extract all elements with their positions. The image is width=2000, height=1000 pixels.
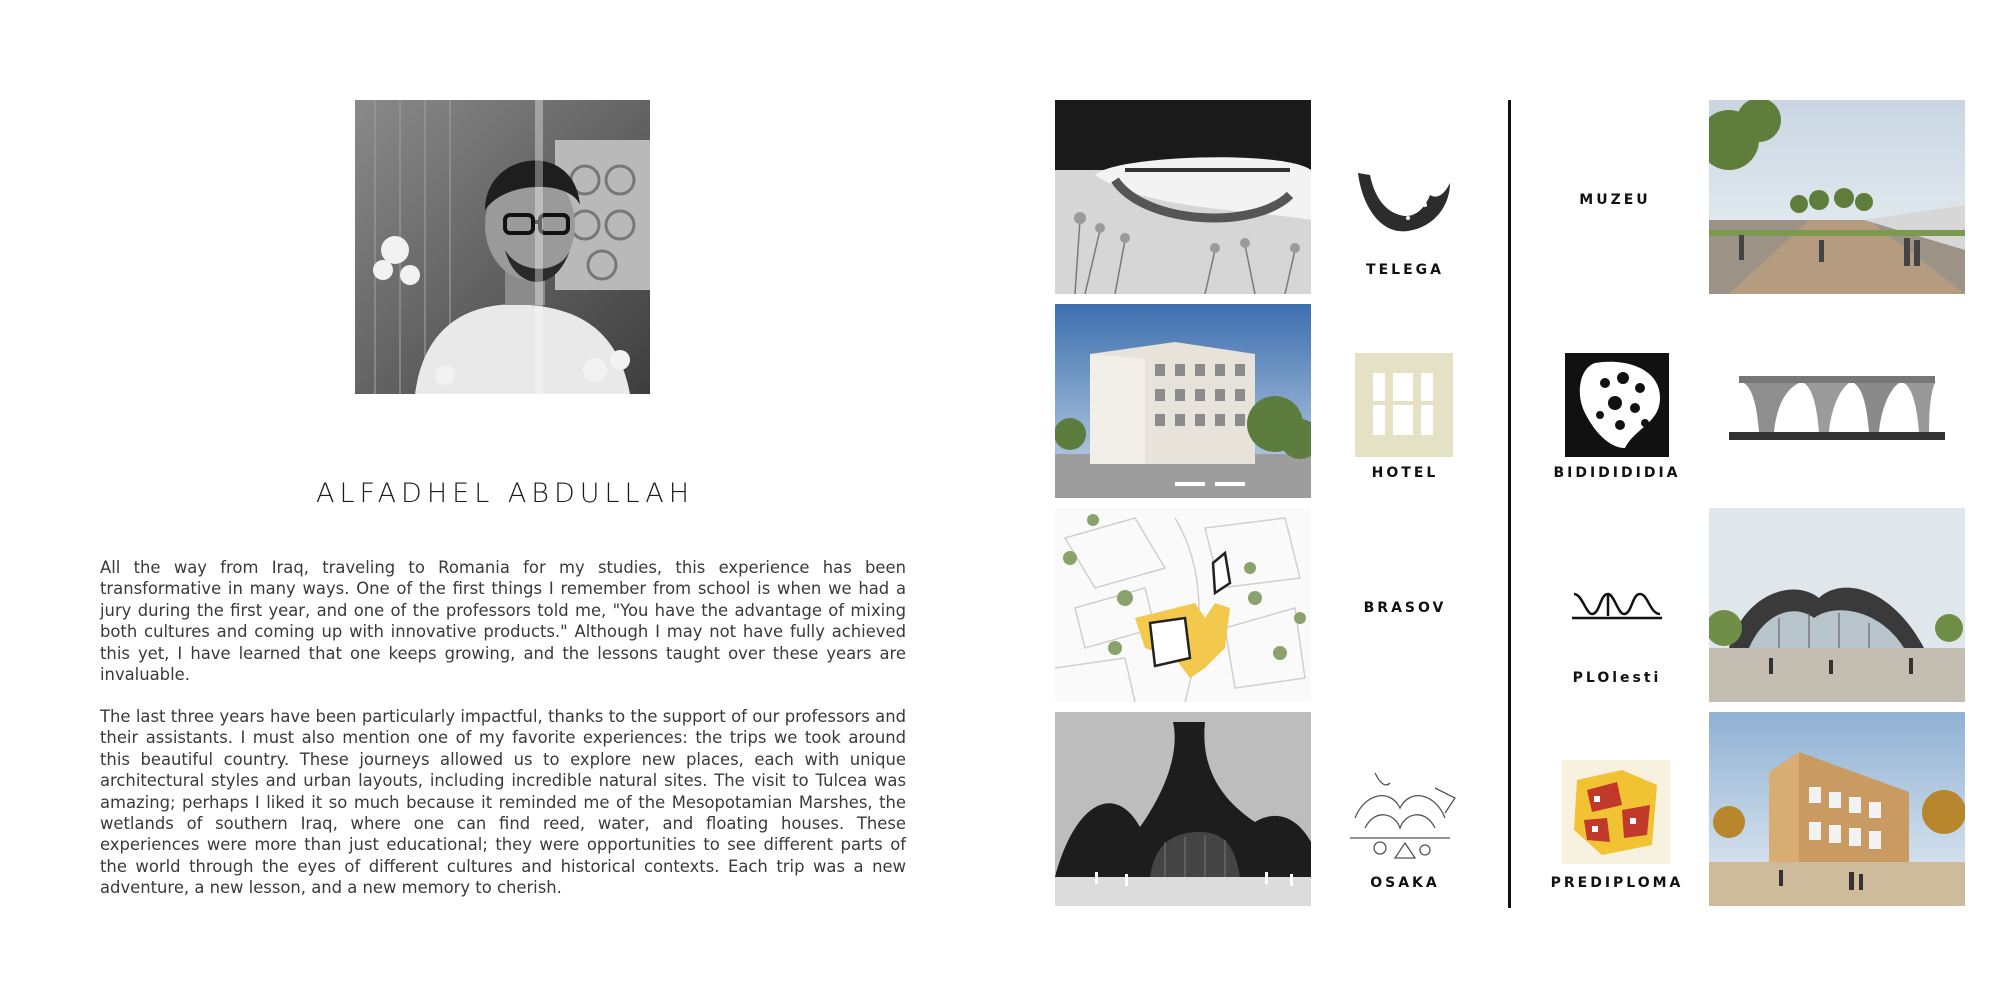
project-label-prediploma: PREDIPLOMA: [1550, 875, 1684, 891]
prediploma-render-photo: [1709, 712, 1965, 906]
prediploma-plan-icon: [1562, 760, 1670, 864]
ploiesti-render-photo: [1709, 508, 1965, 702]
bio-paragraph: All the way from Iraq, traveling to Romania for my studies, this experience has been transformative in many ways. One of the first things I remember from school is when we had a jury during the first year, and one of the professors told me, "You have the advantage of mixing both cultures and coming up with innovative products." Although I may not have fully achieved this yet, I have learned that one keeps growing, and the lessons taught over these years are invaluable.: [100, 558, 906, 685]
ploiesti-logo-icon: [1570, 588, 1664, 624]
project-label-hotel: HOTEL: [1371, 465, 1439, 481]
project-label-telega: TELEGA: [1366, 262, 1444, 278]
project-label-osaka: OSAKA: [1370, 875, 1440, 891]
column-divider: [1508, 100, 1511, 908]
project-label-bidididia: BIDIDIDIDIA: [1553, 465, 1681, 481]
project-label-ploiesti: PLOlesti: [1572, 670, 1662, 686]
project-label-brasov: BRASOV: [1363, 600, 1447, 616]
author-name: ALFADHEL ABDULLAH: [316, 478, 694, 509]
portrait-photo: [355, 100, 650, 394]
osaka-render-photo: [1055, 712, 1311, 906]
bidididia-logo-icon: [1565, 353, 1669, 457]
bio-paragraph: The last three years have been particularly impactful, thanks to the support of our professors and their assistants. I must also mention one of my favorite experiences: the trips we took around this beautiful country. These journeys allowed us to explore new places, each with unique architectural styles and urban layouts, including incredible natural sites. The visit to Tulcea was amazing; perhaps I liked it so much because it reminded me of the Mesopotamian Marshes, the wetlands of southern Iraq, where one can find reed, water, and floating houses. These experiences were more than just educational; they were opportunities to see different parts of the world through the eyes of different cultures and historical contexts. Each trip was a new adventure, a new lesson, and a new memory to cherish.: [100, 707, 906, 898]
bidididia-section-drawing: [1729, 370, 1945, 450]
telega-model-photo: [1055, 100, 1311, 294]
hotel-render-photo: [1055, 304, 1311, 498]
project-label-muzeu: MUZEU: [1579, 192, 1651, 208]
brasov-plan-drawing: [1055, 508, 1311, 702]
osaka-sketch-icon: [1345, 768, 1460, 863]
muzeu-render-photo: [1709, 100, 1965, 294]
hotel-logo-icon: [1355, 353, 1453, 457]
telega-logo-icon: [1350, 165, 1460, 240]
